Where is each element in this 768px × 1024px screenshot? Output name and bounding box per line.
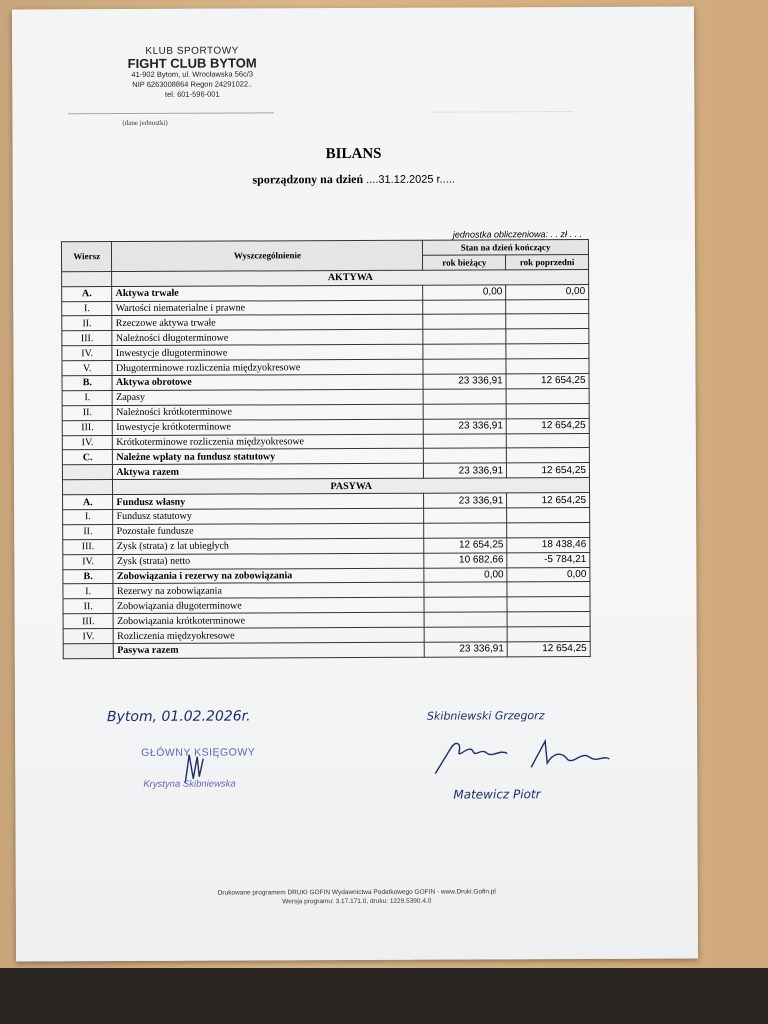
value-previous-year: 12 654,25 xyxy=(507,463,590,478)
accountant-name-stamp: Krystyna Skibniewska xyxy=(143,778,236,790)
value-current-year xyxy=(423,314,506,329)
row-description: Aktywa razem xyxy=(113,464,424,480)
row-description: Zapasy xyxy=(113,389,424,405)
value-current-year: 0,00 xyxy=(424,567,507,582)
unit-caption: (dane jednostki) xyxy=(122,118,168,128)
row-description: Zysk (strata) netto xyxy=(113,553,424,569)
value-previous-year: 18 438,46 xyxy=(507,537,590,552)
value-previous-year xyxy=(507,597,590,612)
value-current-year: 23 336,91 xyxy=(424,419,507,434)
value-current-year xyxy=(423,299,506,314)
row-number: IV. xyxy=(62,346,113,361)
value-previous-year xyxy=(506,433,589,448)
row-description: Wartości niematerialne i prawne xyxy=(112,300,423,316)
value-previous-year xyxy=(507,582,590,597)
balance-table xyxy=(61,239,591,659)
stamp-line-5: tel. 601-596-001 xyxy=(164,89,220,99)
row-number: III. xyxy=(63,614,114,629)
header-wiersz: Wiersz xyxy=(61,242,112,272)
value-previous-year xyxy=(507,612,590,627)
row-description: Aktywa trwałe xyxy=(112,285,423,301)
value-current-year xyxy=(423,344,506,359)
section-label: PASYWA xyxy=(113,478,590,495)
section-empty-cell xyxy=(62,480,113,495)
value-current-year: 23 336,91 xyxy=(425,642,508,657)
row-description: Zobowiązania długoterminowe xyxy=(113,598,424,614)
board-member-2-name: Matewicz Piotr xyxy=(453,787,541,802)
value-current-year xyxy=(424,597,507,612)
footer-line-1: Drukowane programem DRUKI GOFIN Wydawnictwa Podatkowego GOFIN - www.Druki.Gofin.pl xyxy=(217,888,496,897)
row-description: Należności długoterminowe xyxy=(112,330,423,346)
row-number: A. xyxy=(63,495,114,510)
value-current-year xyxy=(424,433,507,448)
row-description: Rozliczenia międzyokresowe xyxy=(114,627,425,643)
row-number: C. xyxy=(62,450,113,465)
value-previous-year xyxy=(506,344,589,359)
document-subtitle xyxy=(13,171,695,189)
value-current-year xyxy=(424,404,507,419)
table-row xyxy=(63,642,590,659)
board-member-1-name: Skibniewski Grzegorz xyxy=(426,709,545,723)
balance-table-body xyxy=(62,269,591,658)
accountant-role-stamp: GŁÓWNY KSIĘGOWY xyxy=(141,746,256,759)
section-label: AKTYWA xyxy=(112,269,589,286)
row-number: II. xyxy=(63,524,114,539)
value-previous-year xyxy=(507,508,590,523)
row-number: III. xyxy=(62,331,113,346)
value-previous-year: 12 654,25 xyxy=(507,493,590,508)
row-description: Pasywa razem xyxy=(114,642,425,658)
row-description: Fundusz statutowy xyxy=(113,508,424,524)
value-current-year xyxy=(423,359,506,374)
stamp-line-1: KLUB SPORTOWY xyxy=(145,45,239,57)
row-number xyxy=(63,644,114,659)
footer-line-2: Wersja programu: 3.17.171.0, druku: 1229.5390.4.0 xyxy=(282,897,432,906)
value-current-year xyxy=(423,329,506,344)
value-previous-year xyxy=(506,314,589,329)
value-current-year xyxy=(424,582,507,597)
row-description: Zobowiązania i rezerwy na zobowiązania xyxy=(113,568,424,584)
value-previous-year: 0,00 xyxy=(506,284,589,299)
header-previous-year: rok poprzedni xyxy=(506,254,589,269)
row-description: Należne wpłaty na fundusz statutowy xyxy=(113,449,424,465)
value-current-year: 23 336,91 xyxy=(423,374,506,389)
row-number: V. xyxy=(62,361,113,376)
unit-label: jednostka obliczeniowa: . . zł . . . xyxy=(452,229,583,240)
value-previous-year xyxy=(507,448,590,463)
value-current-year xyxy=(423,389,506,404)
row-number: B. xyxy=(62,376,113,391)
desk-edge xyxy=(0,968,768,1024)
value-previous-year xyxy=(506,329,589,344)
value-current-year xyxy=(425,627,508,642)
header-current-year: rok bieżący xyxy=(423,255,506,270)
value-previous-year xyxy=(507,522,590,537)
board-signatures xyxy=(421,707,621,788)
value-current-year: 12 654,25 xyxy=(424,538,507,553)
value-previous-year: 12 654,25 xyxy=(507,642,590,657)
stamp-line-3: 41-902 Bytom, ul. Wrocławska 56c/3 xyxy=(131,69,254,79)
row-number: B. xyxy=(63,569,114,584)
right-dotted-line xyxy=(432,111,572,113)
section-empty-cell xyxy=(62,271,113,286)
subtitle-prefix: sporządzony na dzień xyxy=(252,171,364,187)
value-previous-year xyxy=(506,403,589,418)
row-number: IV. xyxy=(63,629,114,644)
unit-dotted-line xyxy=(68,112,273,114)
value-current-year: 10 682,66 xyxy=(424,553,507,568)
row-description: Zobowiązania krótkoterminowe xyxy=(114,612,425,628)
value-current-year xyxy=(424,612,507,627)
row-number: I. xyxy=(63,510,114,525)
row-number: IV. xyxy=(62,435,113,450)
value-current-year: 0,00 xyxy=(423,285,506,300)
value-previous-year: 0,00 xyxy=(507,567,590,582)
row-number: III. xyxy=(62,420,113,435)
row-number: IV. xyxy=(63,554,114,569)
value-previous-year xyxy=(507,627,590,642)
row-description: Pozostałe fundusze xyxy=(113,523,424,539)
company-stamp xyxy=(82,46,302,100)
value-previous-year: 12 654,25 xyxy=(506,418,589,433)
document-title: BILANS xyxy=(325,145,382,163)
balance-sheet-page xyxy=(12,7,698,962)
row-description: Inwestycje długoterminowe xyxy=(112,344,423,360)
header-description: Wyszczególnienie xyxy=(112,240,423,271)
value-current-year xyxy=(424,508,507,523)
row-description: Zysk (strata) z lat ubiegłych xyxy=(113,538,424,554)
row-number: I. xyxy=(62,301,113,316)
row-number: A. xyxy=(62,286,113,301)
row-number xyxy=(62,465,113,480)
value-previous-year: -5 784,21 xyxy=(507,552,590,567)
value-current-year: 23 336,91 xyxy=(424,463,507,478)
row-number: II. xyxy=(62,316,113,331)
row-description: Krótkoterminowe rozliczenia międzyokresowe xyxy=(113,434,424,450)
row-number: III. xyxy=(63,539,114,554)
value-previous-year xyxy=(506,388,589,403)
print-footer xyxy=(16,887,698,908)
subtitle-date: ....31.12.2025 r..... xyxy=(366,173,455,186)
row-description: Długoterminowe rozliczenia międzyokresowe xyxy=(112,359,423,375)
value-current-year xyxy=(424,448,507,463)
value-previous-year xyxy=(506,359,589,374)
header-group: Stan na dzień kończący xyxy=(423,239,589,255)
row-description: Rzeczowe aktywa trwałe xyxy=(112,315,423,331)
value-current-year: 23 336,91 xyxy=(424,493,507,508)
row-number: I. xyxy=(63,584,114,599)
value-current-year xyxy=(424,523,507,538)
row-number: I. xyxy=(62,390,113,405)
stamp-line-2: FIGHT CLUB BYTOM xyxy=(127,55,257,71)
row-description: Aktywa obrotowe xyxy=(112,374,423,390)
row-description: Rezerwy na zobowiązania xyxy=(113,583,424,599)
row-number: II. xyxy=(63,599,114,614)
stamp-line-4: NIP 6263008864 Regon 24291022.. xyxy=(132,79,253,89)
value-previous-year: 12 654,25 xyxy=(506,373,589,388)
row-description: Fundusz własny xyxy=(113,493,424,509)
row-description: Inwestycje krótkoterminowe xyxy=(113,419,424,435)
place-date-handwritten: Bytom, 01.02.2026r. xyxy=(106,708,251,726)
row-description: Należności krótkoterminowe xyxy=(113,404,424,420)
value-previous-year xyxy=(506,299,589,314)
row-number: II. xyxy=(62,405,113,420)
